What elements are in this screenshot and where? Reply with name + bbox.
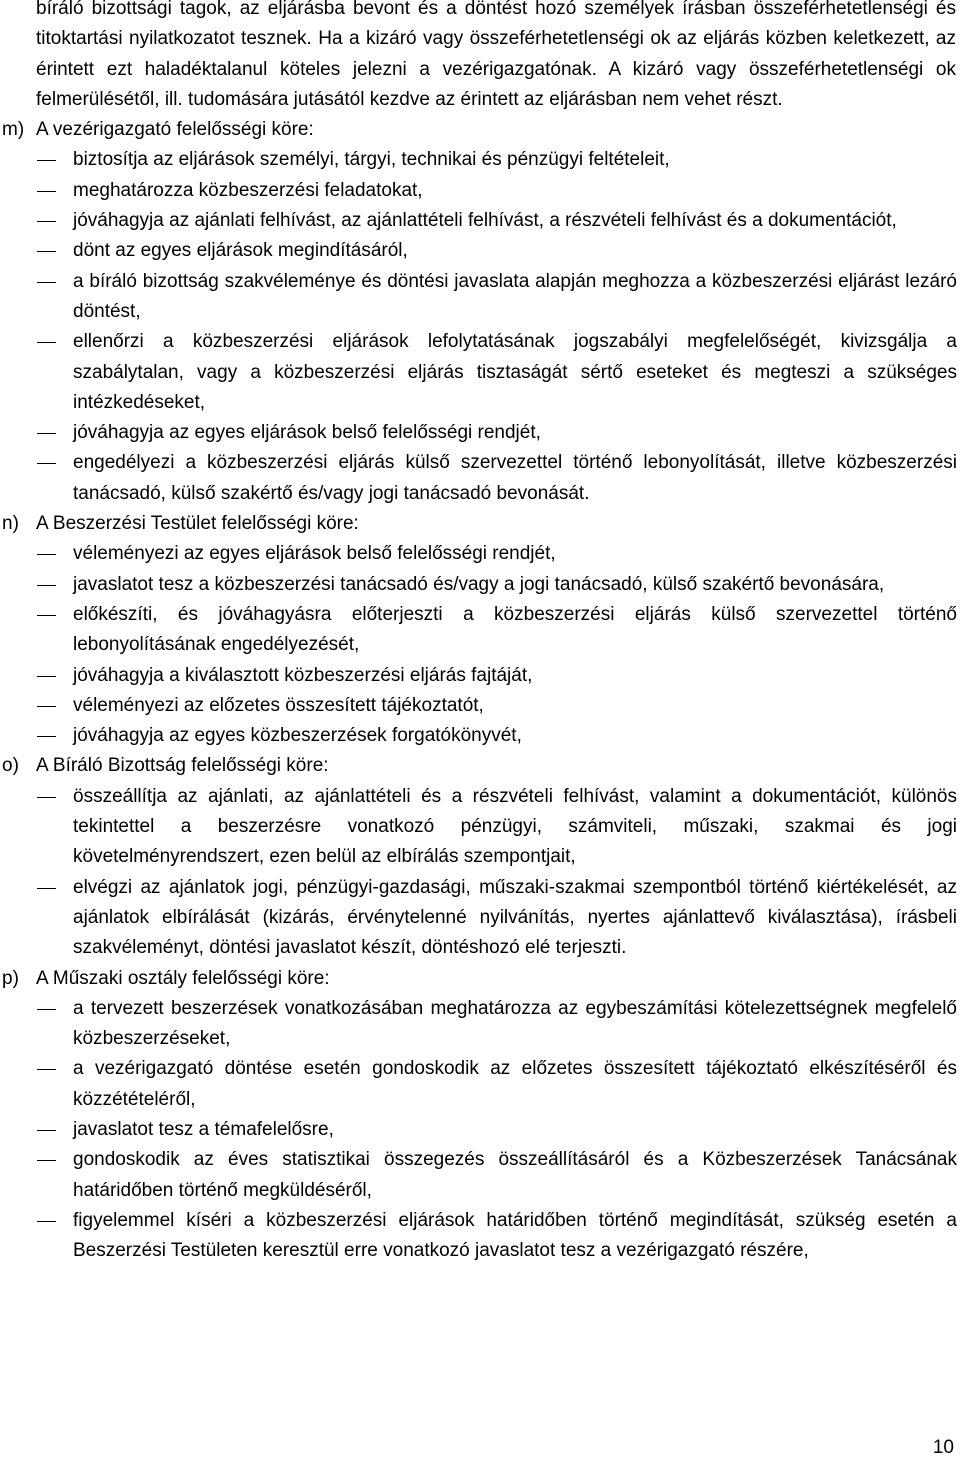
dash-bullet-icon	[37, 160, 56, 161]
dash-bullet-icon	[37, 888, 56, 889]
section-1	[0, 509, 960, 751]
dash-bullet-icon	[37, 736, 56, 737]
list-item-text: ellenőrzi a közbeszerzési eljárások lefolytatásának jogszabályi megfelelőségét, kivizsgálja a szabálytalan, vagy a közbeszerzési eljárás tisztaságát sértő eseteket és megteszi a szükséges intézkedéseket,	[73, 331, 957, 413]
list-item-text: meghatározza közbeszerzési feladatokat,	[73, 179, 423, 201]
dash-bullet-icon	[37, 251, 56, 252]
list-item	[73, 327, 957, 418]
section-title: A Műszaki osztály felelősségi köre:	[36, 967, 330, 989]
section-letter: o)	[2, 755, 19, 777]
list-item-text: jóváhagyja az egyes eljárások belső felelősségi rendjét,	[73, 422, 541, 444]
intro-paragraph: bíráló bizottsági tagok, az eljárásba bevont és a döntést hozó személyek írásban összeférhetetlenségi és titoktartási nyilatkozatot tesznek. Ha a kizáró vagy összeférhetetlenségi ok az eljárás közben keletkezett, az érintett ezt haladéktalanul köteles jelezni a vezérigazgatónak. A kizáró vagy összeférhetetlenségi ok felmerülésétől, ill. tudomására jutásától kezdve az érintett az eljárásban nem vehet részt.	[36, 0, 956, 110]
list-item-text: dönt az egyes eljárások megindításáról,	[73, 240, 408, 262]
list-item	[73, 600, 957, 661]
section-item-list	[0, 145, 960, 509]
list-item	[73, 206, 957, 236]
list-item-text: gondoskodik az éves statisztikai összegezés összeállításáról és a Közbeszerzések Tanácsának határidőben történő megküldéséről,	[73, 1149, 957, 1201]
list-item-text: összeállítja az ajánlati, az ajánlattételi és a részvételi felhívást, valamint a dokumentációt, különös tekintettel a beszerzésre vonatkozó pénzügyi, számviteli, műszaki, szakmai és jogi követelményrendszert, ezen belül az elbírálás szempontjait,	[73, 785, 957, 868]
section-letter: m)	[2, 119, 25, 141]
dash-bullet-icon	[37, 797, 56, 798]
list-item	[73, 145, 957, 175]
list-item-text: biztosítja az eljárások személyi, tárgyi, technikai és pénzügyi feltételeit,	[73, 149, 670, 171]
list-item-text: jóváhagyja az ajánlati felhívást, az ajánlattételi felhívást, a részvételi felhívást és a dokumentációt,	[73, 210, 897, 232]
dash-bullet-icon	[37, 1069, 56, 1070]
list-item-text: véleményezi az előzetes összesített tájékoztatót,	[73, 694, 484, 716]
dash-bullet-icon	[37, 433, 56, 434]
list-item-text: a vezérigazgató döntése esetén gondoskodik az előzetes összesített tájékoztató elkészítéséről és közzétételéről,	[73, 1058, 957, 1110]
section-letter: n)	[2, 513, 19, 535]
list-item-text: véleményezi az egyes eljárások belső felelősségi rendjét,	[73, 543, 556, 565]
list-item	[73, 176, 957, 206]
list-item	[73, 873, 957, 964]
list-item	[73, 448, 957, 509]
section-heading	[0, 964, 960, 994]
list-item	[73, 539, 957, 569]
dash-bullet-icon	[37, 1221, 56, 1222]
list-item	[73, 721, 957, 751]
section-title: A Bíráló Bizottság felelősségi köre:	[36, 755, 329, 777]
list-item	[73, 691, 957, 721]
section-item-list	[0, 782, 960, 964]
section-0	[0, 115, 960, 509]
dash-bullet-icon	[37, 706, 56, 707]
list-item-text: javaslatot tesz a közbeszerzési tanácsadó és/vagy a jogi tanácsadó, külső szakértő bevonására,	[73, 573, 885, 595]
list-item-text: a tervezett beszerzések vonatkozásában meghatározza az egybeszámítási kötelezettségnek megfelelő közbeszerzéseket,	[73, 997, 957, 1050]
list-item-text: a bíráló bizottság szakvéleménye és döntési javaslata alapján meghozza a közbeszerzési eljárást lezáró döntést,	[73, 270, 957, 322]
section-2	[0, 751, 960, 963]
dash-bullet-icon	[37, 463, 56, 464]
list-item	[73, 236, 957, 266]
list-item	[73, 1206, 957, 1267]
section-item-list	[0, 539, 960, 751]
section-letter: p)	[2, 967, 19, 989]
list-item-text: jóváhagyja a kiválasztott közbeszerzési eljárás fajtáját,	[73, 664, 533, 686]
list-item-text: javaslatot tesz a témafelelősre,	[73, 1118, 334, 1140]
list-item	[73, 661, 957, 691]
list-item	[73, 418, 957, 448]
list-item	[73, 1115, 957, 1145]
dash-bullet-icon	[37, 1160, 56, 1161]
dash-bullet-icon	[37, 342, 56, 343]
section-title: A vezérigazgató felelősségi köre:	[36, 119, 314, 141]
list-item	[73, 570, 957, 600]
dash-bullet-icon	[37, 615, 56, 616]
section-heading	[0, 115, 960, 145]
section-heading	[0, 751, 960, 781]
list-item-text: előkészíti, és jóváhagyásra előterjeszti a közbeszerzési eljárás külső szervezettel történő lebonyolításának engedélyezését,	[73, 603, 957, 656]
dash-bullet-icon	[37, 221, 56, 222]
list-item	[73, 267, 957, 328]
list-item	[73, 1054, 957, 1115]
section-3	[0, 964, 960, 1267]
list-item-text: elvégzi az ajánlatok jogi, pénzügyi-gazdasági, műszaki-szakmai szempontból történő kiértékelését, az ajánlatok elbírálását (kizárás, érvénytelenné nyilvánítás, nyertes ajánlattevő kiválasztása), írásbeli szakvéleményt, döntési javaslatot készít, döntéshozó elé terjeszti.	[73, 876, 957, 959]
dash-bullet-icon	[37, 282, 56, 283]
dash-bullet-icon	[37, 1009, 56, 1010]
dash-bullet-icon	[37, 676, 56, 677]
list-item	[73, 994, 957, 1055]
list-item-text: figyelemmel kíséri a közbeszerzési eljárások határidőben történő megindítását, szükség esetén a Beszerzési Testületen keresztül erre vonatkozó javaslatot tesz a vezérigazgató részére,	[73, 1209, 957, 1262]
list-item-text: engedélyezi a közbeszerzési eljárás külső szervezettel történő lebonyolítását, illetve közbeszerzési tanácsadó, külső szakértő és/vagy jogi tanácsadó bevonását.	[73, 452, 957, 504]
section-item-list	[0, 994, 960, 1267]
sections-container	[0, 115, 960, 1266]
dash-bullet-icon	[37, 191, 56, 192]
section-title: A Beszerzési Testület felelősségi köre:	[36, 513, 359, 535]
dash-bullet-icon	[37, 554, 56, 555]
dash-bullet-icon	[37, 585, 56, 586]
list-item-text: jóváhagyja az egyes közbeszerzések forgatókönyvét,	[73, 725, 522, 747]
page-number: 10	[932, 1437, 954, 1458]
list-item	[73, 782, 957, 873]
dash-bullet-icon	[37, 1130, 56, 1131]
section-heading	[0, 509, 960, 539]
list-item	[73, 1145, 957, 1206]
